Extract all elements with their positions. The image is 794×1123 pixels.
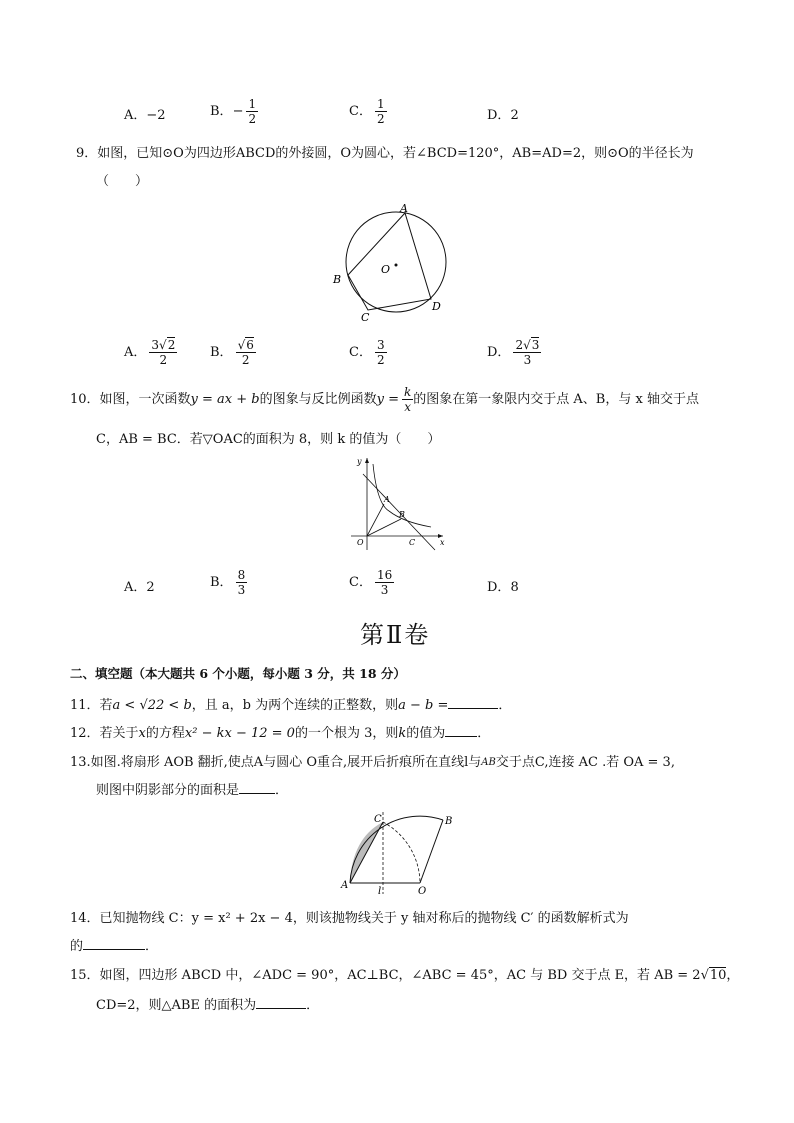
q9-option-d: D． $\frac{2√3}{3}$	[487, 338, 540, 367]
q9-label-d: D	[432, 300, 441, 313]
q10-option-c: C． $\frac{16}{3}$	[349, 568, 393, 597]
q10-line2: C，AB = BC．若▽OAC的面积为 8，则 k 的值为（ ）	[96, 432, 441, 447]
q9-label-b: B	[333, 273, 342, 286]
q9-label-c: C	[361, 311, 370, 324]
q13-label-l: l	[378, 886, 382, 897]
section-title: 第Ⅱ卷	[360, 621, 431, 649]
q10-label-o: O	[357, 538, 364, 547]
q10-option-d: D．8	[487, 580, 519, 595]
q13-label-b: B	[445, 816, 453, 827]
q14-line1: 14．已知抛物线 C：y = x² + 2x − 4，则该抛物线关于 y 轴对称后的抛物线 C′ 的函数解析式为	[70, 911, 629, 926]
section2-header: 二、填空题（本大题共 6 个小题，每小题 3 分，共 18 分）	[70, 666, 406, 681]
q15-line2: CD=2，则△ABE 的面积为 ．	[96, 998, 320, 1013]
q13-line2: 则图中阴影部分的面积是 ．	[96, 783, 289, 798]
q9-option-a: A． $\frac{3√2}{2}$	[124, 338, 176, 367]
q10-label-c: C	[409, 538, 416, 547]
q13-label-c: C	[374, 814, 382, 825]
q10-label-b: B	[399, 510, 405, 519]
q9-option-c: C． $\frac{3}{2}$	[349, 338, 385, 367]
q9-stem: 9．如图，已知⊙O为四边形ABCD的外接圆，O为圆心，若∠BCD=120°，AB=AD=2，则⊙O的半径长为	[76, 146, 694, 161]
q15-line1: 15．如图，四边形 ABCD 中，∠ADC = 90°，AC⊥BC，∠ABC = 45°，AC 与 BD 交于点 E，若 AB = 2√10，	[70, 968, 740, 983]
q9-paren: （ ）	[96, 174, 149, 189]
q9-label-o: O	[381, 263, 391, 276]
q10-label-x: x	[440, 538, 445, 547]
q10-option-a: A．2	[124, 580, 155, 595]
q8-option-a: A．−2	[124, 108, 166, 123]
q11: 11．若a < √22 < b，且 a，b 为两个连续的正整数，则a − b = ．	[70, 698, 512, 713]
q13-line1: 13.如图.将扇形 AOB 翻折,使点A与圆心 O重合,展开后折痕所在直线l与AB交于点C,连接 AC .若 OA = 3,	[70, 755, 675, 770]
q10-figure	[343, 454, 448, 554]
q9-label-a: A	[400, 202, 408, 215]
q8-option-d: D．2	[487, 108, 519, 123]
q8-option-b: B．− $\frac{1}{2}$	[210, 97, 257, 126]
q13-figure	[338, 808, 463, 898]
q14-line2: 的 ．	[70, 939, 159, 954]
q10-label-y: y	[357, 457, 362, 466]
q9-figure	[328, 198, 458, 326]
q13-label-o: O	[418, 886, 427, 897]
q10-option-b: B． $\frac{8}{3}$	[210, 568, 246, 597]
q10-line1: 10．如图，一次函数y = ax + b的图象与反比例函数y = $\frac{k}{x}$ 的图象在第一象限内交于点 A、B，与 x 轴交于点	[70, 385, 699, 414]
q10-label-a: A	[384, 495, 390, 504]
q12: 12．若关于x的方程x² − kx − 12 = 0的一个根为 3，则k的值为 ．	[70, 726, 491, 741]
q8-option-c: C． $\frac{1}{2}$	[349, 97, 385, 126]
q13-label-a: A	[341, 880, 349, 891]
q9-option-b: B． $\frac{√6}{2}$	[210, 338, 254, 367]
